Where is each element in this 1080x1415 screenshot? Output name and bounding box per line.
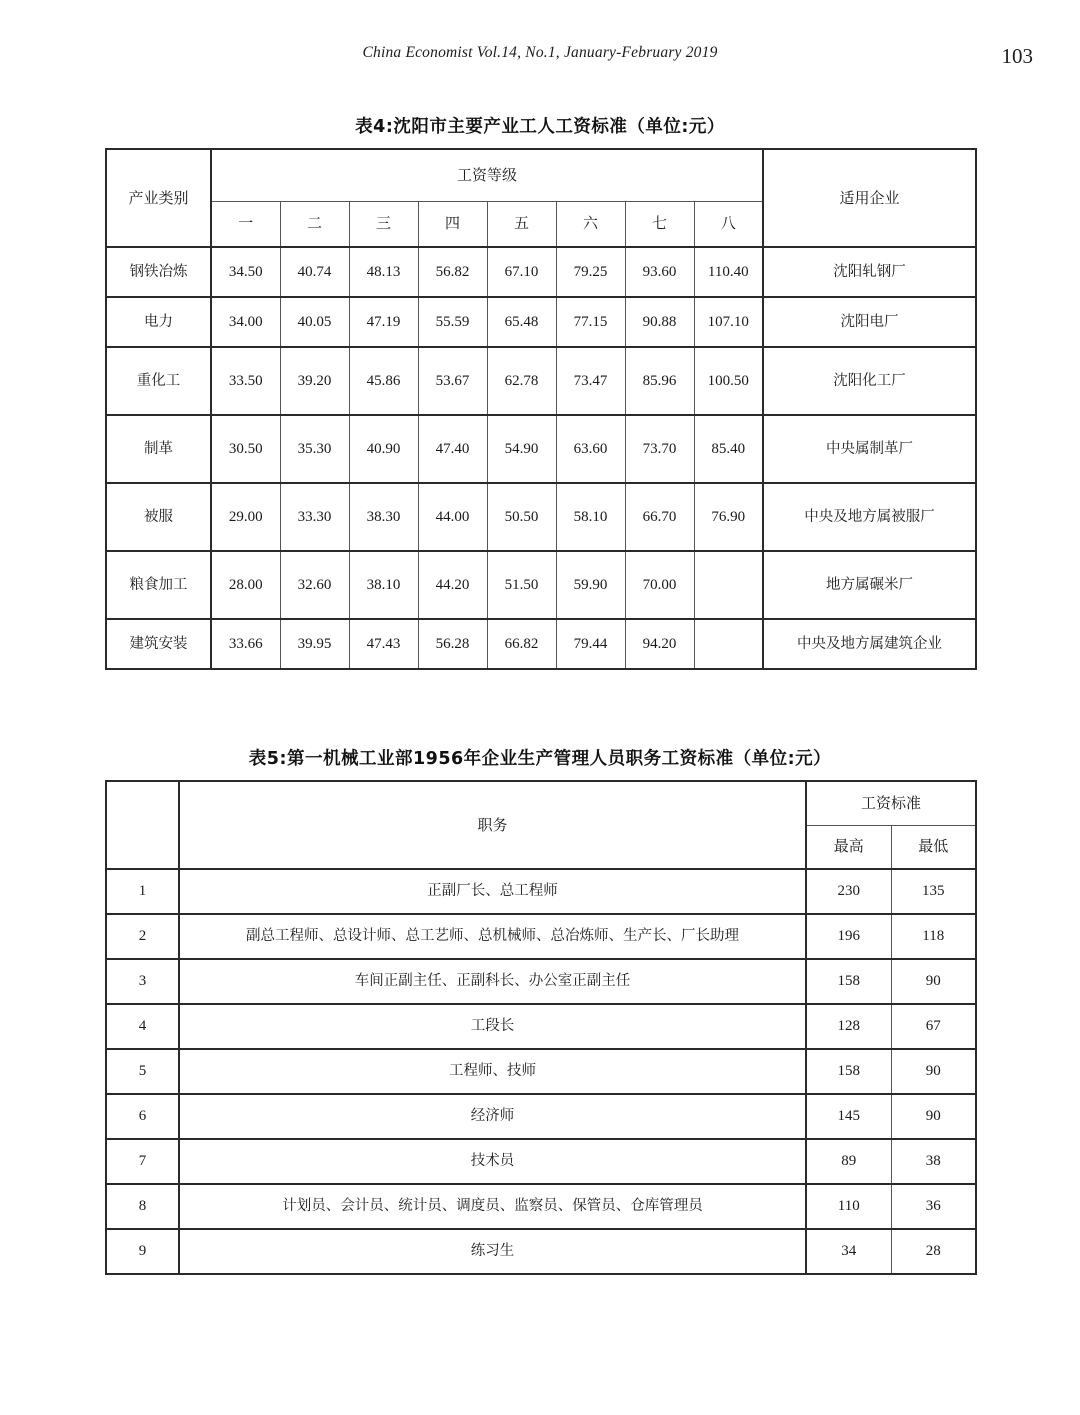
journal-citation: China Economist Vol.14, No.1, January-February 2019 bbox=[362, 44, 718, 61]
table4-grade-header-7: 七 bbox=[625, 201, 694, 247]
table4-cell-grade5: 67.10 bbox=[487, 247, 556, 297]
table4-cell-grade8 bbox=[694, 551, 763, 619]
table4-cell-grade3: 47.19 bbox=[349, 297, 418, 347]
table5-cell-position: 副总工程师、总设计师、总工艺师、总机械师、总冶炼师、生产长、厂长助理 bbox=[179, 914, 806, 959]
table4-cell-grade4: 56.82 bbox=[418, 247, 487, 297]
table4-cell-grade7: 73.70 bbox=[625, 415, 694, 483]
table4-cell-grade4: 56.28 bbox=[418, 619, 487, 669]
table-row bbox=[106, 914, 976, 959]
table4-cell-grade5: 50.50 bbox=[487, 483, 556, 551]
table4-cell-category: 粮食加工 bbox=[106, 551, 211, 619]
table5-col-wage-group-header: 工资标准 bbox=[806, 781, 976, 825]
table4-cell-grade2: 40.05 bbox=[280, 297, 349, 347]
table4-cell-grade4: 55.59 bbox=[418, 297, 487, 347]
table4-cell-grade2: 39.95 bbox=[280, 619, 349, 669]
table4-cell-grade8: 76.90 bbox=[694, 483, 763, 551]
table4-cell-grade8: 100.50 bbox=[694, 347, 763, 415]
table4-cell-grade8: 85.40 bbox=[694, 415, 763, 483]
table4-cell-grade8: 110.40 bbox=[694, 247, 763, 297]
table5-cell-position: 练习生 bbox=[179, 1229, 806, 1274]
table-row bbox=[106, 1139, 976, 1184]
table5-cell-max: 128 bbox=[806, 1004, 891, 1049]
table5-col-index-header bbox=[106, 781, 179, 869]
table5-cell-min: 118 bbox=[891, 914, 976, 959]
table5-col-min-header: 最低 bbox=[891, 825, 976, 869]
table5-caption: 表5:第一机械工业部1956年企业生产管理人员职务工资标准（单位:元） bbox=[248, 749, 832, 769]
table4-cell-grade2: 33.30 bbox=[280, 483, 349, 551]
table5-header-row-top bbox=[106, 781, 976, 825]
table4-cell-grade5: 62.78 bbox=[487, 347, 556, 415]
table4-cell-grade5: 51.50 bbox=[487, 551, 556, 619]
table5-col-position-header: 职务 bbox=[179, 781, 806, 869]
table5-cell-max: 145 bbox=[806, 1094, 891, 1139]
table5-cell-min: 90 bbox=[891, 1094, 976, 1139]
table5-cell-no: 2 bbox=[106, 914, 179, 959]
table4-cell-grade7: 70.00 bbox=[625, 551, 694, 619]
table4-grade-header-3: 三 bbox=[349, 201, 418, 247]
table4-cell-grade3: 38.30 bbox=[349, 483, 418, 551]
table5-cell-min: 67 bbox=[891, 1004, 976, 1049]
table5-cell-max: 158 bbox=[806, 959, 891, 1004]
table4-cell-grade1: 33.66 bbox=[211, 619, 280, 669]
table-row bbox=[106, 297, 976, 347]
table5-cell-position: 正副厂长、总工程师 bbox=[179, 869, 806, 914]
table-row bbox=[106, 483, 976, 551]
table4-cell-grade8: 107.10 bbox=[694, 297, 763, 347]
table5-cell-max: 34 bbox=[806, 1229, 891, 1274]
table4-cell-enterprise: 中央属制革厂 bbox=[763, 415, 976, 483]
table-row bbox=[106, 869, 976, 914]
table4-cell-enterprise: 中央及地方属建筑企业 bbox=[763, 619, 976, 669]
table5-cell-position: 工段长 bbox=[179, 1004, 806, 1049]
table4-grade-header-8: 八 bbox=[694, 201, 763, 247]
table5-body bbox=[106, 781, 976, 1274]
table4-cell-enterprise: 地方属碾米厂 bbox=[763, 551, 976, 619]
table4-cell-grade7: 66.70 bbox=[625, 483, 694, 551]
table4 bbox=[105, 148, 977, 670]
table5-cell-no: 3 bbox=[106, 959, 179, 1004]
table4-cell-grade4: 44.00 bbox=[418, 483, 487, 551]
table4-cell-grade2: 39.20 bbox=[280, 347, 349, 415]
table4-cell-grade7: 93.60 bbox=[625, 247, 694, 297]
table5-cell-position: 经济师 bbox=[179, 1094, 806, 1139]
table4-cell-grade8 bbox=[694, 619, 763, 669]
table5-cell-no: 5 bbox=[106, 1049, 179, 1094]
table4-cell-grade5: 66.82 bbox=[487, 619, 556, 669]
table4-cell-grade7: 94.20 bbox=[625, 619, 694, 669]
table-row bbox=[106, 1229, 976, 1274]
table5-col-max-header: 最高 bbox=[806, 825, 891, 869]
table4-cell-category: 电力 bbox=[106, 297, 211, 347]
page-number: 103 bbox=[1001, 44, 1033, 68]
table4-cell-grade4: 44.20 bbox=[418, 551, 487, 619]
table4-cell-grade1: 28.00 bbox=[211, 551, 280, 619]
table4-grade-header-1: 一 bbox=[211, 201, 280, 247]
table5-cell-no: 9 bbox=[106, 1229, 179, 1274]
table5-cell-max: 158 bbox=[806, 1049, 891, 1094]
table4-cell-grade2: 40.74 bbox=[280, 247, 349, 297]
table-row bbox=[106, 347, 976, 415]
table5-cell-position: 工程师、技师 bbox=[179, 1049, 806, 1094]
table4-cell-enterprise: 沈阳轧钢厂 bbox=[763, 247, 976, 297]
table-row bbox=[106, 959, 976, 1004]
table4-cell-grade4: 47.40 bbox=[418, 415, 487, 483]
table-row bbox=[106, 415, 976, 483]
table5-cell-no: 7 bbox=[106, 1139, 179, 1184]
table4-cell-grade6: 58.10 bbox=[556, 483, 625, 551]
table5-cell-position: 技术员 bbox=[179, 1139, 806, 1184]
table4-col-category-header: 产业类别 bbox=[106, 149, 211, 247]
table5-cell-max: 89 bbox=[806, 1139, 891, 1184]
table4-body bbox=[106, 149, 976, 669]
table4-cell-grade5: 54.90 bbox=[487, 415, 556, 483]
table-row bbox=[106, 1049, 976, 1094]
table4-cell-grade2: 35.30 bbox=[280, 415, 349, 483]
table4-cell-grade1: 29.00 bbox=[211, 483, 280, 551]
table4-cell-grade6: 63.60 bbox=[556, 415, 625, 483]
table4-cell-category: 制革 bbox=[106, 415, 211, 483]
table4-cell-category: 被服 bbox=[106, 483, 211, 551]
table4-cell-grade3: 47.43 bbox=[349, 619, 418, 669]
table5-cell-no: 8 bbox=[106, 1184, 179, 1229]
page-running-head bbox=[0, 44, 1080, 70]
table5-cell-position: 计划员、会计员、统计员、调度员、监察员、保管员、仓库管理员 bbox=[179, 1184, 806, 1229]
table5-cell-min: 36 bbox=[891, 1184, 976, 1229]
table4-cell-category: 重化工 bbox=[106, 347, 211, 415]
table4-grade-header-6: 六 bbox=[556, 201, 625, 247]
table5-cell-min: 90 bbox=[891, 959, 976, 1004]
table5-cell-max: 196 bbox=[806, 914, 891, 959]
table4-cell-grade3: 38.10 bbox=[349, 551, 418, 619]
table5-cell-max: 110 bbox=[806, 1184, 891, 1229]
table4-caption: 表4:沈阳市主要产业工人工资标准（单位:元） bbox=[355, 117, 725, 137]
table4-cell-grade6: 59.90 bbox=[556, 551, 625, 619]
table4-cell-category: 钢铁冶炼 bbox=[106, 247, 211, 297]
table4-cell-grade1: 33.50 bbox=[211, 347, 280, 415]
table5 bbox=[105, 780, 977, 1275]
table4-cell-grade2: 32.60 bbox=[280, 551, 349, 619]
table4-cell-grade6: 73.47 bbox=[556, 347, 625, 415]
table4-cell-grade7: 90.88 bbox=[625, 297, 694, 347]
table4-cell-grade5: 65.48 bbox=[487, 297, 556, 347]
table5-cell-no: 1 bbox=[106, 869, 179, 914]
table4-cell-grade4: 53.67 bbox=[418, 347, 487, 415]
table4-col-enterprise-header: 适用企业 bbox=[763, 149, 976, 247]
table4-grade-header-5: 五 bbox=[487, 201, 556, 247]
table5-cell-min: 135 bbox=[891, 869, 976, 914]
table-row bbox=[106, 619, 976, 669]
table5-block bbox=[105, 745, 975, 1275]
table4-grade-header-2: 二 bbox=[280, 201, 349, 247]
table4-col-grade-group-header: 工资等级 bbox=[211, 149, 763, 201]
table-row bbox=[106, 1094, 976, 1139]
table4-cell-category: 建筑安装 bbox=[106, 619, 211, 669]
table4-cell-grade7: 85.96 bbox=[625, 347, 694, 415]
table4-cell-enterprise: 沈阳电厂 bbox=[763, 297, 976, 347]
table4-cell-grade1: 34.50 bbox=[211, 247, 280, 297]
table4-grade-header-4: 四 bbox=[418, 201, 487, 247]
table4-block bbox=[105, 113, 975, 670]
table4-cell-grade3: 45.86 bbox=[349, 347, 418, 415]
table5-cell-min: 90 bbox=[891, 1049, 976, 1094]
table4-cell-grade6: 79.25 bbox=[556, 247, 625, 297]
table4-cell-grade1: 34.00 bbox=[211, 297, 280, 347]
table5-cell-min: 28 bbox=[891, 1229, 976, 1274]
table4-cell-grade3: 40.90 bbox=[349, 415, 418, 483]
table-row bbox=[106, 551, 976, 619]
table5-cell-no: 6 bbox=[106, 1094, 179, 1139]
table4-cell-grade3: 48.13 bbox=[349, 247, 418, 297]
table4-cell-enterprise: 中央及地方属被服厂 bbox=[763, 483, 976, 551]
table5-cell-max: 230 bbox=[806, 869, 891, 914]
table-row bbox=[106, 1184, 976, 1229]
table5-cell-no: 4 bbox=[106, 1004, 179, 1049]
table4-cell-grade6: 79.44 bbox=[556, 619, 625, 669]
table-row bbox=[106, 247, 976, 297]
table-row bbox=[106, 1004, 976, 1049]
table4-cell-grade6: 77.15 bbox=[556, 297, 625, 347]
table4-header-row-top bbox=[106, 149, 976, 201]
table5-cell-min: 38 bbox=[891, 1139, 976, 1184]
table4-cell-enterprise: 沈阳化工厂 bbox=[763, 347, 976, 415]
table5-cell-position: 车间正副主任、正副科长、办公室正副主任 bbox=[179, 959, 806, 1004]
table4-cell-grade1: 30.50 bbox=[211, 415, 280, 483]
